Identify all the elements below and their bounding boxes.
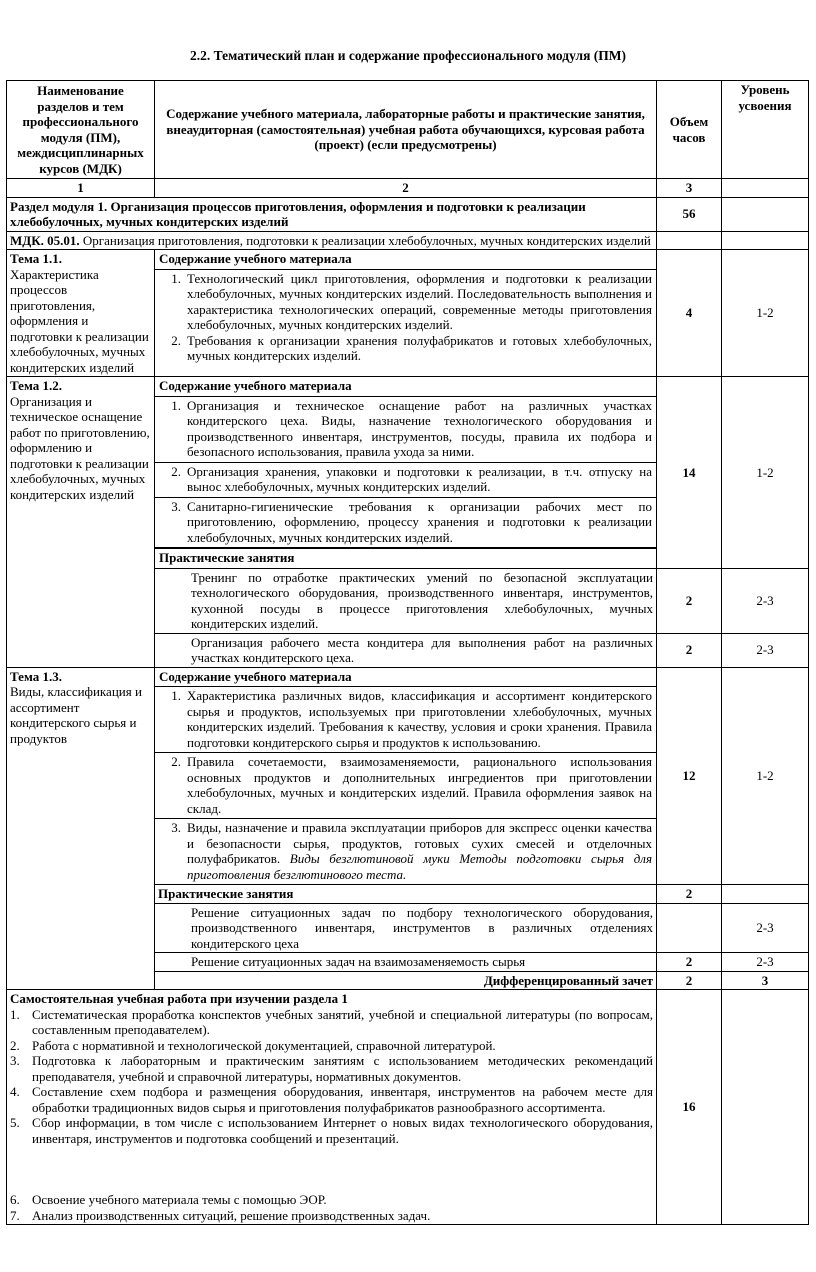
list-item: 3. Виды, назначение и правила эксплуатации приборов для экспресс оценки качества и безопасности сырья, продуктов, готовых сухих смесей и отделочных полуфабрикатов. Виды безглютиновой муки Методы подготовки сырья для приготовления безглютинового теста. <box>171 820 652 882</box>
exam-level: 3 <box>722 971 809 990</box>
topic2-content-label: Содержание учебного материала <box>155 377 656 397</box>
topic3-hours: 12 <box>657 667 722 885</box>
topic1-name: Тема 1.1. <box>10 251 62 266</box>
topic1-desc: Характеристика процессов приготовления, оформления и подготовки к реализации хлебобулочных, мучных кондитерских изделий <box>10 266 149 375</box>
topic3-practice-2: Решение ситуационных задач на взаимозаменяемость сырья <box>155 953 657 972</box>
list-item: 5. Сбор информации, в том числе с использованием Интернет о новых видах технологического оборудования, инвентаря, инструментов и подготовка сообщений и презентаций. <box>10 1115 653 1146</box>
topic3-practice-label: Практические занятия <box>155 885 657 904</box>
topic2-practice-1-hours: 2 <box>657 568 722 633</box>
topic3-practice-1-hours <box>657 903 722 953</box>
topic1-hours: 4 <box>657 250 722 377</box>
mdk-row <box>7 231 657 250</box>
section-title: Раздел модуля 1. Организация процессов приготовления, оформления и подготовки к реализации хлебобулочных, мучных кондитерских изделий <box>7 197 657 231</box>
header-col3: Объем часов <box>657 81 722 179</box>
list-item: 3. Санитарно-гигиенические требования к организации рабочих мест по приготовлению, оформлению, процессу хранения и подготовки к реализации хлебобулочных, мучных кондитерских изделий. <box>155 498 656 549</box>
thematic-plan-table <box>6 80 809 1225</box>
section-hours: 56 <box>657 197 722 231</box>
list-item: 3. Подготовка к лабораторным и практическим занятиям с использованием методических рекомендаций преподавателя, учебной и справочной литературы, нормативных документов. <box>10 1053 653 1084</box>
topic3-practice-hours: 2 <box>657 885 722 904</box>
exam-label: Дифференцированный зачет <box>155 971 657 990</box>
header-col2: Содержание учебного материала, лабораторные работы и практические занятия, внеаудиторная (самостоятельная) учебная работа обучающихся, курсовая работа (проект) (если предусмотрены) <box>155 81 657 179</box>
topic2-level: 1-2 <box>722 377 809 569</box>
list-item: 1. Технологический цикл приготовления, оформления и подготовки к реализации хлебобулочных, мучных кондитерских изделий. Последовательность выполнения и характеристика технологических операций, современные методы приготовления хлебобулочных, мучных кондитерских изделий. <box>171 270 652 332</box>
topic2-practice-2-level: 2-3 <box>722 633 809 667</box>
topic2-practice-2: Организация рабочего места кондитера для выполнения работ на различных участках кондитерского цеха. <box>155 633 657 667</box>
topic2-practice-1: Тренинг по отработке практических умений по безопасной эксплуатации технологического оборудования, производственного инвентаря, инструментов, кухонной посуды в процессе приготовления хлебобулочных, мучных кондитерских изделий. <box>155 568 657 633</box>
selfwork-cell <box>7 990 657 1225</box>
list-item: 2. Правила сочетаемости, взаимозаменяемости, рационального использования основных продуктов и дополнительных ингредиентов при приготовлении хлебобулочных, мучных и кондитерских изделий. Правила оформления заявок на склад. <box>155 753 656 819</box>
list-item: 1. Организация и техническое оснащение работ на различных участках кондитерского цеха. Виды, назначение технологического оборудования и производственного инвентаря, инструментов, посуды, правила их подбора и безопасного использования, правила ухода за ними. <box>155 397 656 463</box>
selfwork-title: Самостоятельная учебная работа при изучении раздела 1 <box>10 991 348 1006</box>
list-item: 7. Анализ производственных ситуаций, решение производственных задач. <box>10 1207 431 1223</box>
mdk-code: МДК. 05.01. <box>10 232 80 248</box>
topic2-name: Тема 1.2. <box>10 378 62 393</box>
list-item: 2. Требования к организации хранения полуфабрикатов и готовых хлебобулочных, мучных кондитерских изделий. <box>171 332 652 363</box>
topic1-cell <box>7 250 155 377</box>
list-item: 1. Систематическая проработка конспектов учебных занятий, учебной и специальной литературы (по вопросам, составленным преподавателем). <box>10 1006 653 1037</box>
topic2-practice-2-hours: 2 <box>657 633 722 667</box>
topic2-desc: Организация и техническое оснащение работ по приготовлению, оформлению и подготовки к реализации хлебобулочных, мучных кондитерских изделий <box>10 393 150 502</box>
topic3-cell <box>7 667 155 990</box>
list-item: 4. Составление схем подбора и размещения оборудования, инвентаря, инструментов на рабочем месте для обработки традиционных видов сырья и приготовления полуфабрикатов разнообразного ассортимента. <box>10 1084 653 1115</box>
list-item: 1. Характеристика различных видов, классификация и ассортимент кондитерского сырья и продуктов, используемых при приготовлении хлебобулочных, мучных кондитерских изделий. Требования к качеству, условия и сроки хранения. Правила подготовки кондитерского сырья и продуктов к использованию. <box>155 687 656 753</box>
header-num1: 1 <box>7 179 155 198</box>
topic2-practice-label: Практические занятия <box>155 548 656 568</box>
topic1-content <box>155 250 657 377</box>
header-col4: Уровень усвоения <box>722 81 809 179</box>
topic1-items <box>155 270 656 366</box>
list-item: 6. Освоение учебного материала темы с помощью ЭОР. <box>10 1192 327 1207</box>
selfwork-hours: 16 <box>657 990 722 1225</box>
topic2-practice-1-level: 2-3 <box>722 568 809 633</box>
topic3-content-label: Содержание учебного материала <box>155 668 656 688</box>
list-item: 2. Организация хранения, упаковки и подготовки к реализации, в т.ч. отпуску на вынос хлебобулочных, мучных кондитерских изделий. <box>155 463 656 498</box>
topic3-practice-2-hours: 2 <box>657 953 722 972</box>
page-title: 2.2. Тематический план и содержание профессионального модуля (ПМ) <box>189 48 626 63</box>
topic1-level: 1-2 <box>722 250 809 377</box>
mdk-text: Организация приготовления, подготовки к реализации хлебобулочных, мучных кондитерских изделий <box>79 232 651 248</box>
topic3-practice-1: Решение ситуационных задач по подбору технологического оборудования, производственного инвентаря, инструментов в различных отделениях кондитерского цеха <box>155 903 657 953</box>
header-col1: Наименование разделов и тем профессионального модуля (ПМ), междисциплинарных курсов (МДК) <box>7 81 155 179</box>
topic2-hours: 14 <box>657 377 722 569</box>
topic2-content <box>155 377 657 569</box>
topic3-practice-2-level: 2-3 <box>722 953 809 972</box>
topic3-desc: Виды, классификация и ассортимент кондитерского сырья и продуктов <box>10 684 142 746</box>
topic3-practice-1-level: 2-3 <box>722 903 809 953</box>
topic1-content-label: Содержание учебного материала <box>155 250 656 270</box>
topic3-content <box>155 667 657 885</box>
list-item: 2. Работа с нормативной и технологической документацией, справочной литературой. <box>10 1037 496 1053</box>
header-num3: 3 <box>657 179 722 198</box>
exam-hours: 2 <box>657 971 722 990</box>
header-num2: 2 <box>155 179 657 198</box>
topic2-cell <box>7 377 155 668</box>
topic3-name: Тема 1.3. <box>10 668 62 684</box>
topic3-level: 1-2 <box>722 667 809 885</box>
